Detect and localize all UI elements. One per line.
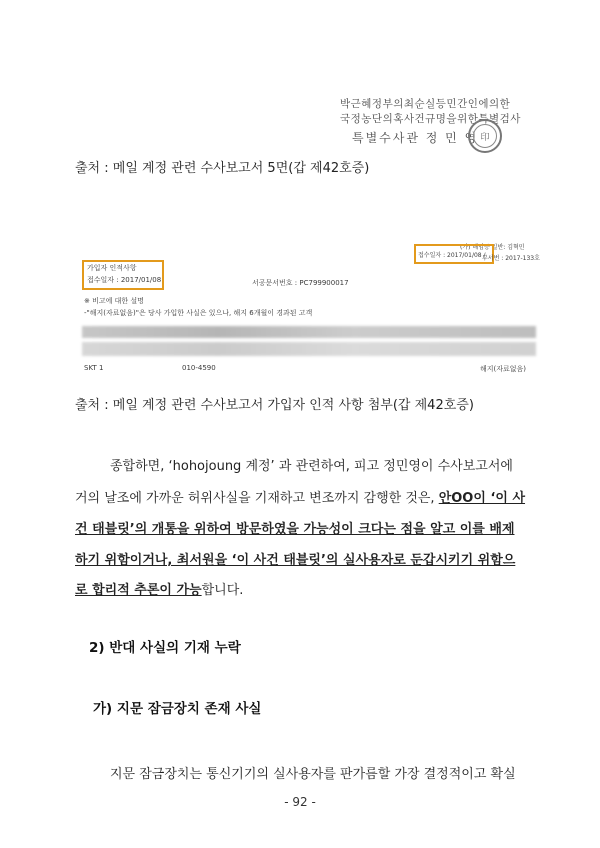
scan-phone: 010-4590 (182, 364, 216, 372)
paragraph-line-2 (75, 487, 525, 506)
paragraph-line-2-plain: 거의 날조에 가까운 허위사실을 기재하고 변조까지 감행한 것은, (75, 491, 439, 506)
scan-dept-number: 부서번 : 2017-133호 (482, 255, 540, 262)
paragraph-line-5 (75, 579, 243, 598)
scan-receipt-date-left: 접수일자 : 2017/01/08 (87, 276, 162, 284)
paragraph-line-5-emphasis: 로 합리적 추론이 가능 (75, 583, 202, 598)
scan-remark-title: ※ 비고에 대한 설명 (84, 297, 144, 305)
scan-subscriber-label: 가입자 인적사항 (87, 264, 137, 272)
scan-doc-number: 서공문서번호 : PC799900017 (252, 279, 349, 287)
body-last-line: 지문 잠금장치는 통신기기의 실사용자를 판가름할 가장 결정적이고 확실 (110, 767, 516, 782)
header-line-1: 박근혜정부의최순실등민간인에의한 (340, 98, 511, 110)
page-number: - 92 - (284, 795, 316, 809)
scan-right-top-note: (가) 해임등 일반: 김혁민 (460, 244, 525, 251)
paragraph-line-1: 종합하면, ‘hohojoung 계정’ 과 관련하여, 피고 정민영이 수사보고서에 (110, 459, 513, 474)
scan-remark-text: -"해지(자료없음)"은 당사 가입한 사실은 있으나, 해지 6개월이 경과된 고객 (84, 309, 313, 317)
paragraph-line-3: 건 태블릿’의 개통을 위하여 방문하였을 가능성이 크다는 점을 알고 이를 배제 (75, 522, 515, 537)
header-line-2: 국정농단의혹사건규명을위한특별검사 (340, 113, 521, 125)
scan-status: 해지(자료없음) (480, 365, 527, 373)
paragraph-line-5-plain: 합니다. (201, 583, 244, 598)
scan-blurred-row-2 (82, 342, 536, 356)
subsection-heading-ga: 가) 지문 잠금장치 존재 사실 (93, 701, 262, 717)
caption-source-1: 출처 : 메일 계정 관련 수사보고서 5면(갑 제42호증) (75, 161, 370, 176)
scan-carrier: SKT 1 (84, 364, 104, 372)
scanned-subscriber-record (82, 240, 540, 380)
scan-blurred-row-1 (82, 326, 536, 338)
paragraph-line-2-emphasis: 안OO이 ‘이 사 (438, 491, 526, 506)
header-investigator: 특별수사관 정 민 영 (352, 131, 479, 145)
official-seal-icon (468, 119, 502, 153)
paragraph-line-4: 하기 위함이거나, 최서원을 ‘이 사건 태블릿’의 실사용자로 둔갑시키기 위함으 (75, 553, 516, 568)
seal-inner: 印 (473, 124, 497, 148)
scan-receipt-date-right: 접수일자 : 2017/01/08 / (418, 252, 486, 259)
caption-source-2: 출처 : 메일 계정 관련 수사보고서 가입자 인적 사항 첨부(갑 제42호증) (75, 398, 474, 413)
section-heading-2: 2) 반대 사실의 기재 누락 (89, 640, 241, 656)
